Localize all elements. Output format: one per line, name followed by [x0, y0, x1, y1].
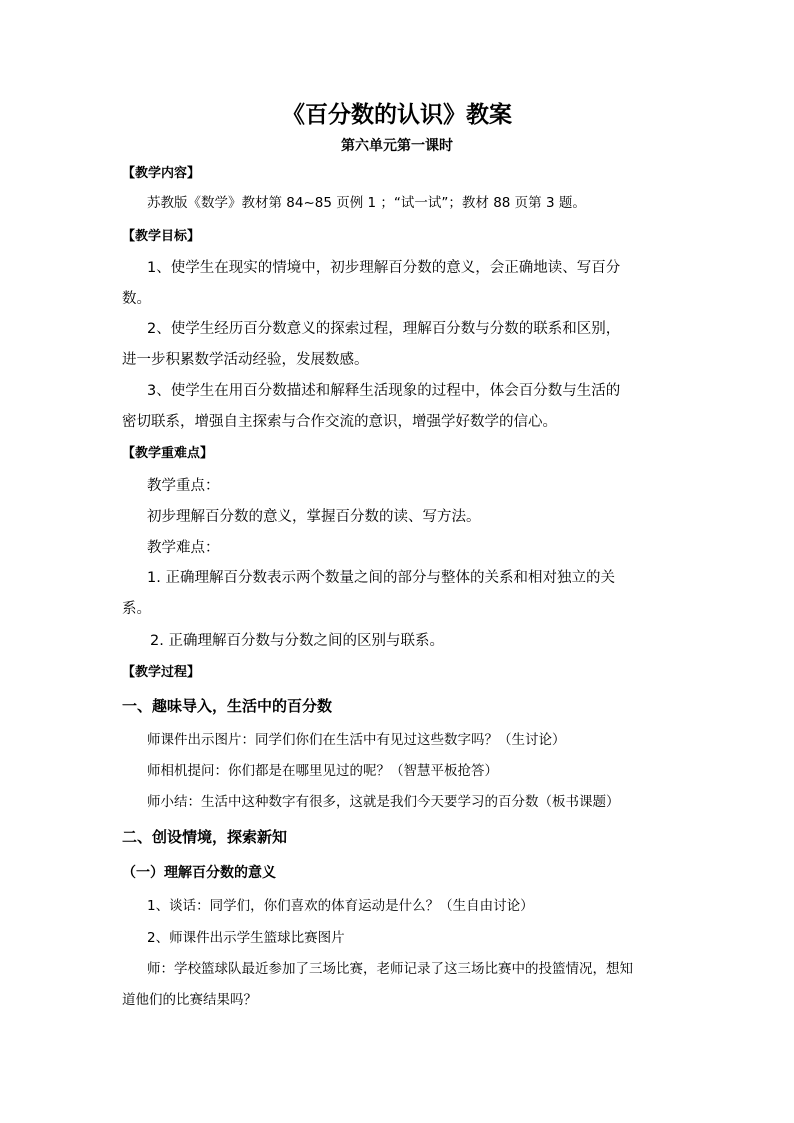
part-1-heading: 一、趣味导入，生活中的百分数: [122, 697, 333, 715]
focus-text: 初步理解百分数的意义，掌握百分数的读、写方法。: [147, 509, 481, 525]
subsection-1-line-1: 1、谈话：同学们，你们喜欢的体育运动是什么？（生自由讨论）: [147, 898, 534, 914]
difficulty-2: 2. 正确理解百分数与分数之间的区别与联系。: [150, 633, 444, 649]
section-heading-goals: 【教学目标】: [122, 229, 201, 244]
part-1-line-3: 师小结：生活中这种数字有很多，这就是我们今天要学习的百分数（板书课题）: [147, 794, 620, 810]
content-text: 苏教版《数学》教材第 84~85 页例 1 ；“试一试”；教材 88 页第 3 题。: [147, 195, 586, 211]
document-subtitle: 第六单元第一课时: [341, 138, 453, 154]
goal-2-line-1: 2、使学生经历百分数意义的探索过程，理解百分数与分数的联系和区别，: [147, 321, 621, 337]
goal-3-line-1: 3、使学生在用百分数描述和解释生活现象的过程中，体会百分数与生活的: [147, 383, 621, 399]
section-heading-content: 【教学内容】: [122, 166, 201, 181]
part-1-line-2: 师相机提问：你们都是在哪里见过的呢？（智慧平板抢答）: [147, 763, 498, 779]
focus-label: 教学重点：: [147, 478, 220, 494]
section-heading-key-points: 【教学重难点】: [122, 446, 214, 461]
difficulty-1-line-2: 系。: [122, 601, 151, 617]
part-1-line-1: 师课件出示图片：同学们你们在生活中有见过这些数字吗？（生讨论）: [147, 732, 566, 748]
difficulty-label: 教学难点：: [147, 540, 220, 556]
document-title: 《百分数的认识》教案: [282, 102, 512, 128]
subsection-1-line-4: 道他们的比赛结果吗？: [122, 992, 257, 1008]
goal-3-line-2: 密切联系，增强自主探索与合作交流的意识，增强学好数学的信心。: [122, 414, 557, 430]
goal-1-line-2: 数。: [122, 291, 151, 307]
goal-1-line-1: 1、使学生在现实的情境中，初步理解百分数的意义，会正确地读、写百分: [147, 260, 621, 276]
difficulty-1-line-1: 1. 正确理解百分数表示两个数量之间的部分与整体的关系和相对独立的关: [147, 570, 615, 586]
goal-2-line-2: 进一步积累数学活动经验，发展数感。: [122, 352, 369, 368]
subsection-1-line-3: 师：学校篮球队最近参加了三场比赛，老师记录了这三场比赛中的投篮情况，想知: [147, 961, 633, 977]
part-2-heading: 二、创设情境，探索新知: [122, 828, 288, 846]
subsection-1-line-2: 2、师课件出示学生篮球比赛图片: [147, 930, 345, 946]
section-heading-process: 【教学过程】: [122, 665, 201, 680]
subsection-1-heading: （一）理解百分数的意义: [122, 865, 276, 881]
